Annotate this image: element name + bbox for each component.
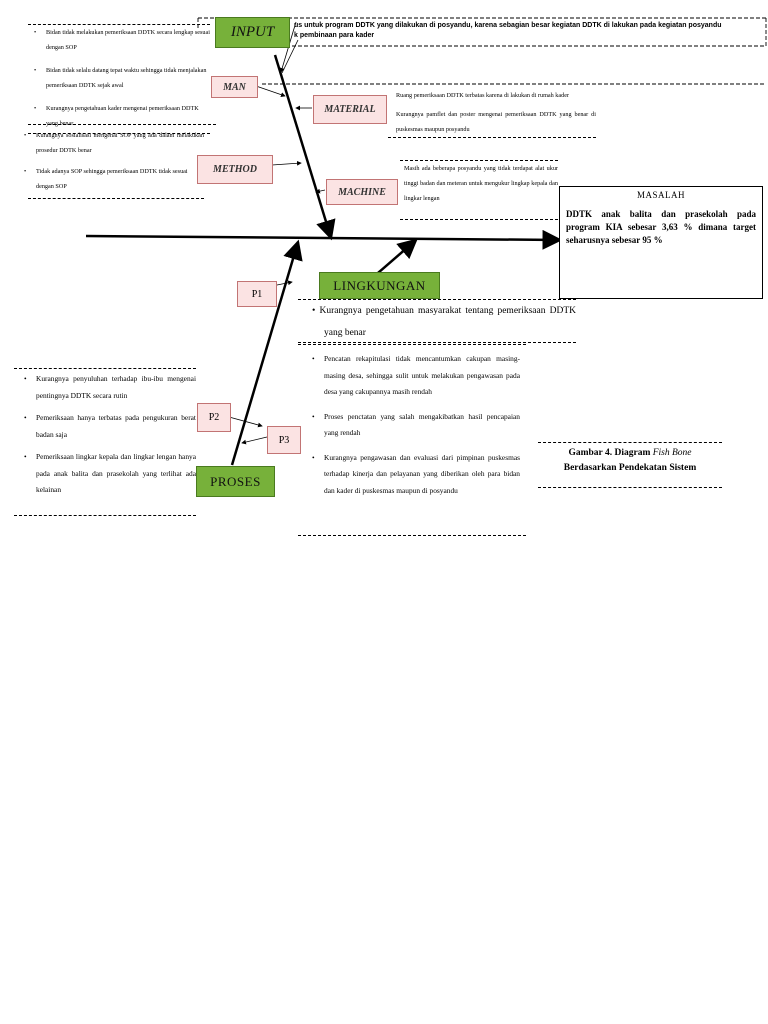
material-label-box [313, 95, 387, 124]
proses-label: PROSES [210, 473, 261, 489]
p2-label: P2 [208, 412, 220, 423]
method-item: • Kurangnya sosialisasi mengenai SOP yang ada dalam melakukan prosedur DDTK benar [36, 128, 204, 158]
method-item: • Tidak adanya SOP sehingga pemeriksaan DDTK tidak sesuai dengan SOP [36, 164, 204, 194]
material-item: Ruang pemeriksaan DDTK terbatas karena di lakukan di rumah kader [396, 92, 570, 99]
material-items-box [388, 88, 596, 138]
p1-label-box [237, 281, 277, 307]
p3-items-box [298, 344, 526, 536]
figure-caption [538, 442, 722, 488]
man-item: • Bidan tidak melakukan pemeriksaan DDTK secara lengkap sesuai dengan SOP [46, 25, 210, 55]
machine-item: Masih ada beberapa posyandu yang tidak terdapat alat ukur tinggi badan dan meteran untuk mengukur lingkap kepala dan lingkar lengan [404, 165, 558, 202]
lingkungan-label: LINGKUNGAN [333, 277, 426, 293]
masalah-text: DDTK anak balita dan prasekolah pada program KIA sebesar 3,63 % dimana target seharusnya sebesar 95 % [566, 209, 756, 245]
heading-line1: us untuk program DDTK yang dilakukan di posyandu, karena sebagian besar kegiatan DDTK di lakukan pada kegiatan posyandu [294, 22, 722, 29]
p2-items-box [14, 368, 196, 516]
input-label-box [215, 17, 290, 48]
lingkungan-label-box [319, 272, 440, 299]
p2-item: • Kurangnya penyuluhan terhadap ibu-ibu mengenai pentingnya DDTK secara rutin [36, 371, 196, 404]
p3-item: • Pencatan rekapitulasi tidak mencantumkan cakupan masing-masing desa, sehingga sulit untuk melakukan pengawasan pada desa yang cakupannya masih rendah [324, 351, 520, 401]
p2-item: • Pemeriksaan lingkar kepala dan lingkar lengan hanya pada anak balita dan prasekolah yang terlihat ada kelainan [36, 449, 196, 499]
masalah-title: MASALAH [636, 190, 685, 200]
man-item: • Kurangnya pengetahuan kader mengenai pemeriksaan DDTK yang benar [46, 101, 210, 131]
proses-label-box [196, 466, 275, 497]
heading-line2: k pembinaan para kader [294, 32, 375, 39]
p3-item: • Proses penctatan yang salah mengakibatkan hasil pencapaian yang rendah [324, 409, 520, 442]
lingkungan-bone [378, 240, 416, 273]
p3-item: • Kurangnya pengawasan dan evaluasi dari pimpinan puskesmas terhadap kinerja dan pelayanan yang diberikan oleh para bidan dan kader di puskesmas maupun di posyandu [324, 450, 520, 500]
machine-label: MACHINE [338, 186, 386, 198]
lingkungan-items-box [298, 299, 576, 343]
masalah-box [559, 186, 763, 299]
p3-label-box [267, 426, 301, 454]
machine-label-box [326, 179, 398, 205]
p1-label: P1 [251, 288, 263, 300]
lingkungan-item: • Kurangnya pengetahuan masyarakat tentang pemeriksaan DDTK yang benar [312, 306, 576, 338]
method-items-box [28, 128, 204, 199]
caption-line2: Berdasarkan Pendekatan Sistem [563, 463, 697, 473]
man-items-box [28, 24, 210, 134]
caption-italic: Fish Bone [652, 448, 692, 458]
method-label: METHOD [213, 164, 257, 175]
man-divider [28, 124, 216, 125]
material-label: MATERIAL [324, 104, 376, 115]
caption-prefix: Gambar 4. Diagram [568, 448, 653, 458]
p2-label-box [197, 403, 231, 432]
machine-items-box [400, 160, 558, 220]
method-label-box [197, 155, 273, 184]
man-label: MAN [223, 81, 246, 93]
spine-line [86, 236, 560, 240]
input-label: INPUT [230, 24, 275, 40]
p3-label: P3 [278, 434, 290, 446]
input-bone [275, 55, 331, 238]
man-item: • Bidan tidak selalu datang tepat waktu sehingga tidak menjalakan pemeriksaan DDTK sejak awal [46, 63, 210, 93]
man-label-box [211, 76, 258, 98]
material-item: Kurangnya pamflet dan poster mengenai pemeriksaan DDTK yang benar di puskesmas maupun posyandu [396, 111, 596, 133]
heading-text [294, 21, 764, 41]
p2-item: • Pemeriksaan hanya terbatas pada pengukuran berat badan saja [36, 410, 196, 443]
